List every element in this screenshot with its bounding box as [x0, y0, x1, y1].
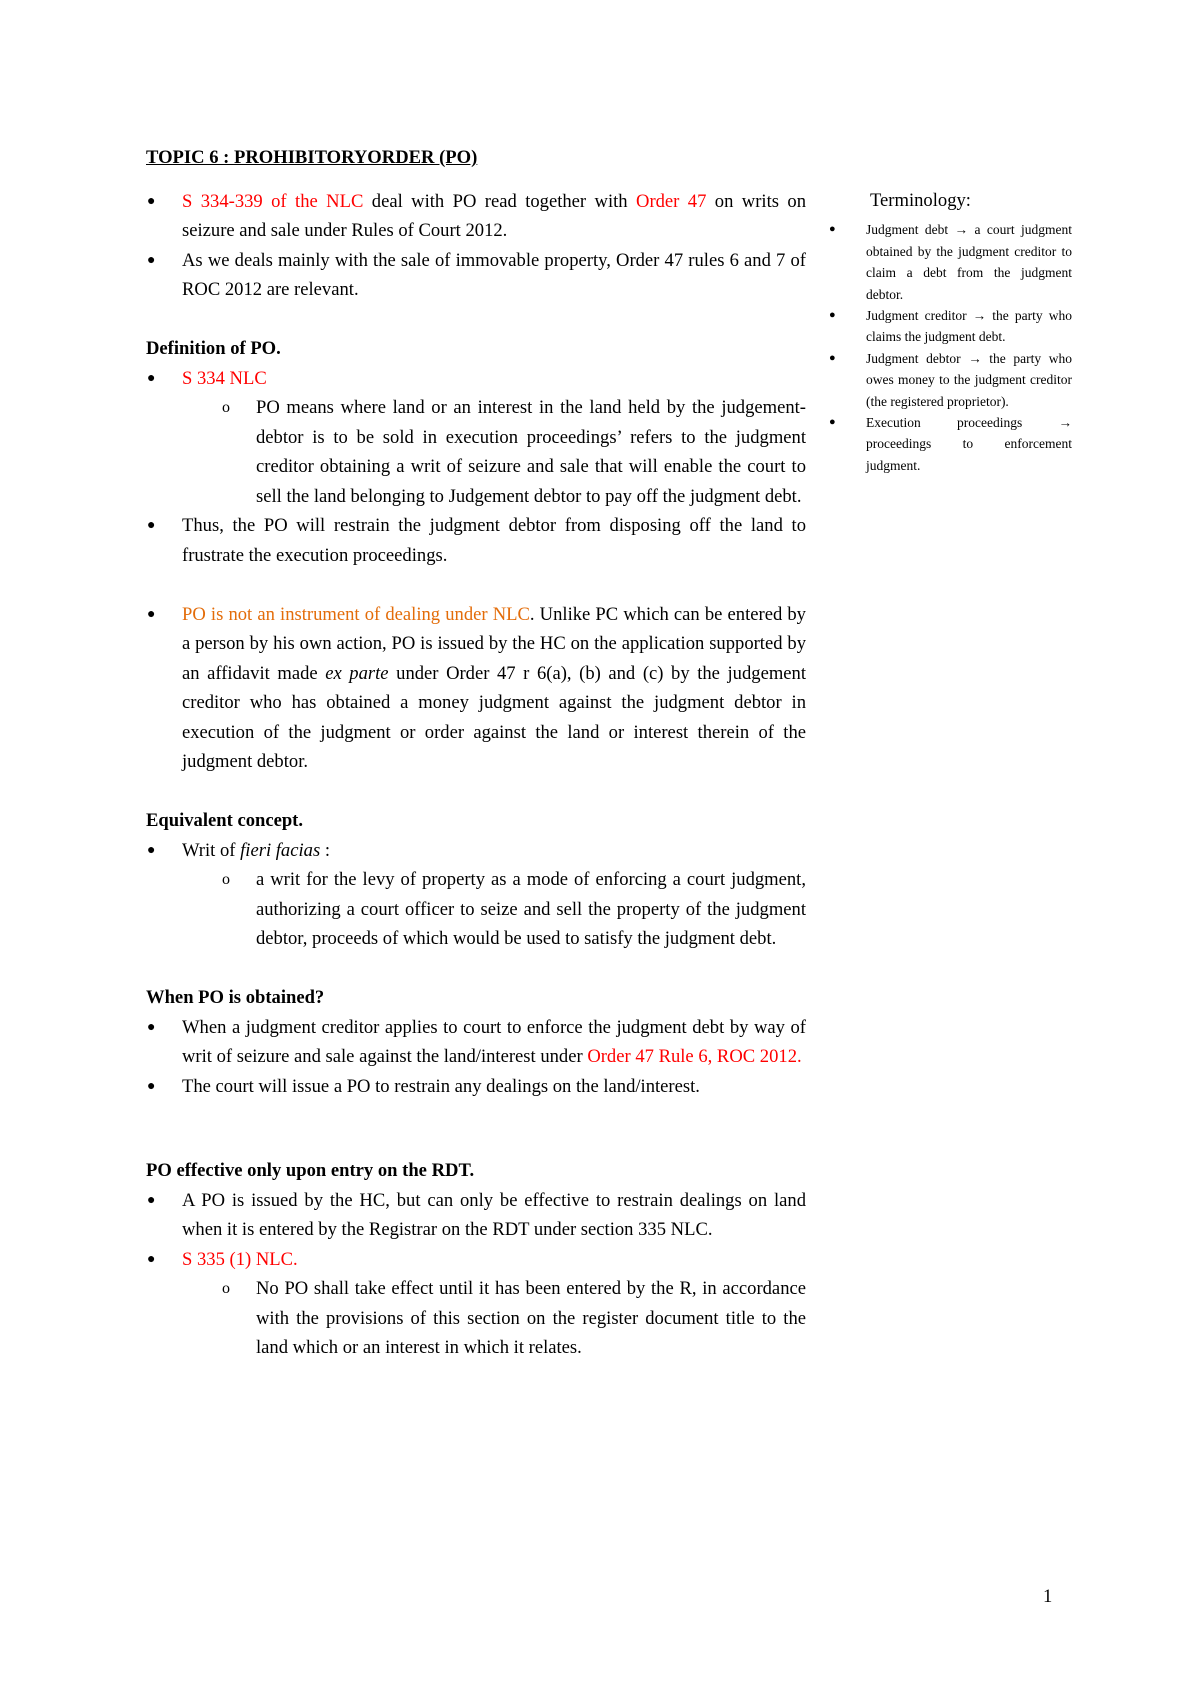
sub-list-item: [146, 1274, 806, 1363]
page-title: TOPIC 6 : PROHIBITORYORDER (PO): [146, 147, 478, 168]
bullet-icon: ●: [829, 223, 836, 236]
terminology-sidebar: [826, 190, 1072, 476]
equivalent-sublist: [146, 865, 806, 954]
terminology-item: ● Judgment debt → a court judgment obtained by the judgment creditor to claim a debt from the judgment debtor.: [826, 219, 1072, 305]
list-item: [146, 836, 806, 866]
statute-reference: S 335 (1) NLC.: [182, 1248, 298, 1270]
list-item: [146, 511, 806, 570]
bullet-icon: ●: [147, 1251, 156, 1267]
section-heading-effective: PO effective only upon entry on the RDT.: [146, 1160, 475, 1181]
statute-reference: S 334 NLC: [182, 367, 267, 389]
bullet-icon: ●: [829, 351, 836, 364]
list-item: [146, 246, 806, 305]
text-run: deal with PO read together with: [363, 190, 637, 212]
text-run: . Unlike PC which can be entered by a person by his own action, PO is issued by the HC on the application supported by an affidavit made: [182, 603, 806, 684]
bullet-icon: ●: [147, 1192, 156, 1208]
text-run: No PO shall take effect until it has been entered by the R, in accordance with the provisions of this section on the register document title to the land which or an interest in which it relates.: [256, 1278, 806, 1358]
list-item: [146, 1072, 806, 1102]
order-reference: Order 47: [636, 190, 707, 212]
definition-sublist: [146, 393, 806, 511]
italic-term: ex parte: [325, 662, 389, 684]
sub-list-item: [146, 865, 806, 954]
bullet-icon: ●: [147, 606, 156, 622]
text-run: Thus, the PO will restrain the judgment debtor from disposing off the land to frustrate the execution proceedings.: [182, 515, 806, 566]
statute-reference: S 334-339 of the NLC: [182, 190, 364, 212]
section-heading-obtained: When PO is obtained?: [146, 987, 325, 1008]
definition-list-3: [146, 600, 806, 777]
text-run: As we deals mainly with the sale of immovable property, Order 47 rules 6 and 7 of ROC 2012 are relevant.: [182, 249, 806, 300]
text-run: a writ for the levy of property as a mode of enforcing a court judgment, authorizing a court officer to seize and sell the property of the judgment debtor, proceeds of which would be used to satisfy the judgment debt.: [256, 869, 806, 949]
bullet-icon: ●: [147, 518, 156, 533]
terminology-title: Terminology:: [870, 190, 971, 211]
equivalent-list: [146, 836, 806, 866]
italic-term: fieri facias: [240, 839, 321, 861]
section-heading-definition: Definition of PO.: [146, 338, 281, 359]
bullet-icon: ●: [147, 1078, 156, 1094]
list-item: [146, 600, 806, 777]
bullet-icon: ●: [829, 416, 836, 429]
text-run: Writ of: [182, 839, 241, 861]
bullet-icon: ●: [147, 842, 156, 858]
text-run: When a judgment creditor applies to court to enforce the judgment debt by way of writ of seizure and sale against the land/interest under: [182, 1016, 806, 1067]
page-number: 1: [1043, 1586, 1053, 1607]
terminology-item: ● Judgment debtor → the party who owes money to the judgment creditor (the registered proprietor).: [826, 348, 1072, 412]
highlighted-statement: PO is not an instrument of dealing under NLC: [182, 603, 530, 625]
definition-list-2: [146, 511, 806, 570]
bullet-icon: ●: [829, 309, 836, 322]
list-item: [146, 1013, 806, 1072]
list-item: [146, 1186, 806, 1245]
text-run: :: [320, 839, 331, 861]
text-run: PO means where land or an interest in the land held by the judgement-debtor is to be sold in execution proceedings’ refers to the judgment creditor obtaining a writ of seizure and sale that will enable the court to sell the land belonging to Judgement debtor to pay off the judgment debt.: [256, 397, 806, 507]
obtained-list: [146, 1013, 806, 1102]
terminology-item: ● Execution proceedings → proceedings to enforcement judgment.: [826, 412, 1072, 476]
bullet-icon: ●: [147, 370, 156, 386]
sub-list-item: [146, 393, 806, 511]
section-heading-equivalent: Equivalent concept.: [146, 810, 304, 831]
terminology-list: [826, 219, 1072, 476]
effective-list: [146, 1186, 806, 1275]
circle-bullet-icon: o: [222, 1280, 230, 1297]
terminology-item: ● Judgment creditor → the party who claims the judgment debt.: [826, 305, 1072, 348]
text-run: A PO is issued by the HC, but can only be effective to restrain dealings on land when it is entered by the Registrar on the RDT under section 335 NLC.: [182, 1189, 806, 1240]
text-run: under Order 47 r 6(a), (b) and (c) by the judgement creditor who has obtained a money judgment against the judgment debtor in execution of the judgment or order against the land or interest therein of the judgment debtor.: [182, 662, 806, 772]
list-item: [146, 364, 806, 394]
text-run: The court will issue a PO to restrain any dealings on the land/interest.: [182, 1075, 700, 1097]
bullet-icon: ●: [147, 1019, 156, 1035]
order-reference: Order 47 Rule 6, ROC 2012.: [587, 1046, 802, 1067]
list-item: [146, 187, 806, 246]
list-item: [146, 1245, 806, 1275]
main-column: [146, 143, 806, 1363]
text-run: on writs on seizure and sale under Rules of Court 2012.: [182, 190, 806, 241]
definition-list: [146, 364, 806, 394]
effective-sublist: [146, 1274, 806, 1363]
circle-bullet-icon: o: [222, 871, 230, 888]
bullet-icon: ●: [147, 193, 156, 209]
intro-list: [146, 187, 806, 305]
circle-bullet-icon: o: [222, 399, 230, 416]
bullet-icon: ●: [147, 252, 156, 268]
